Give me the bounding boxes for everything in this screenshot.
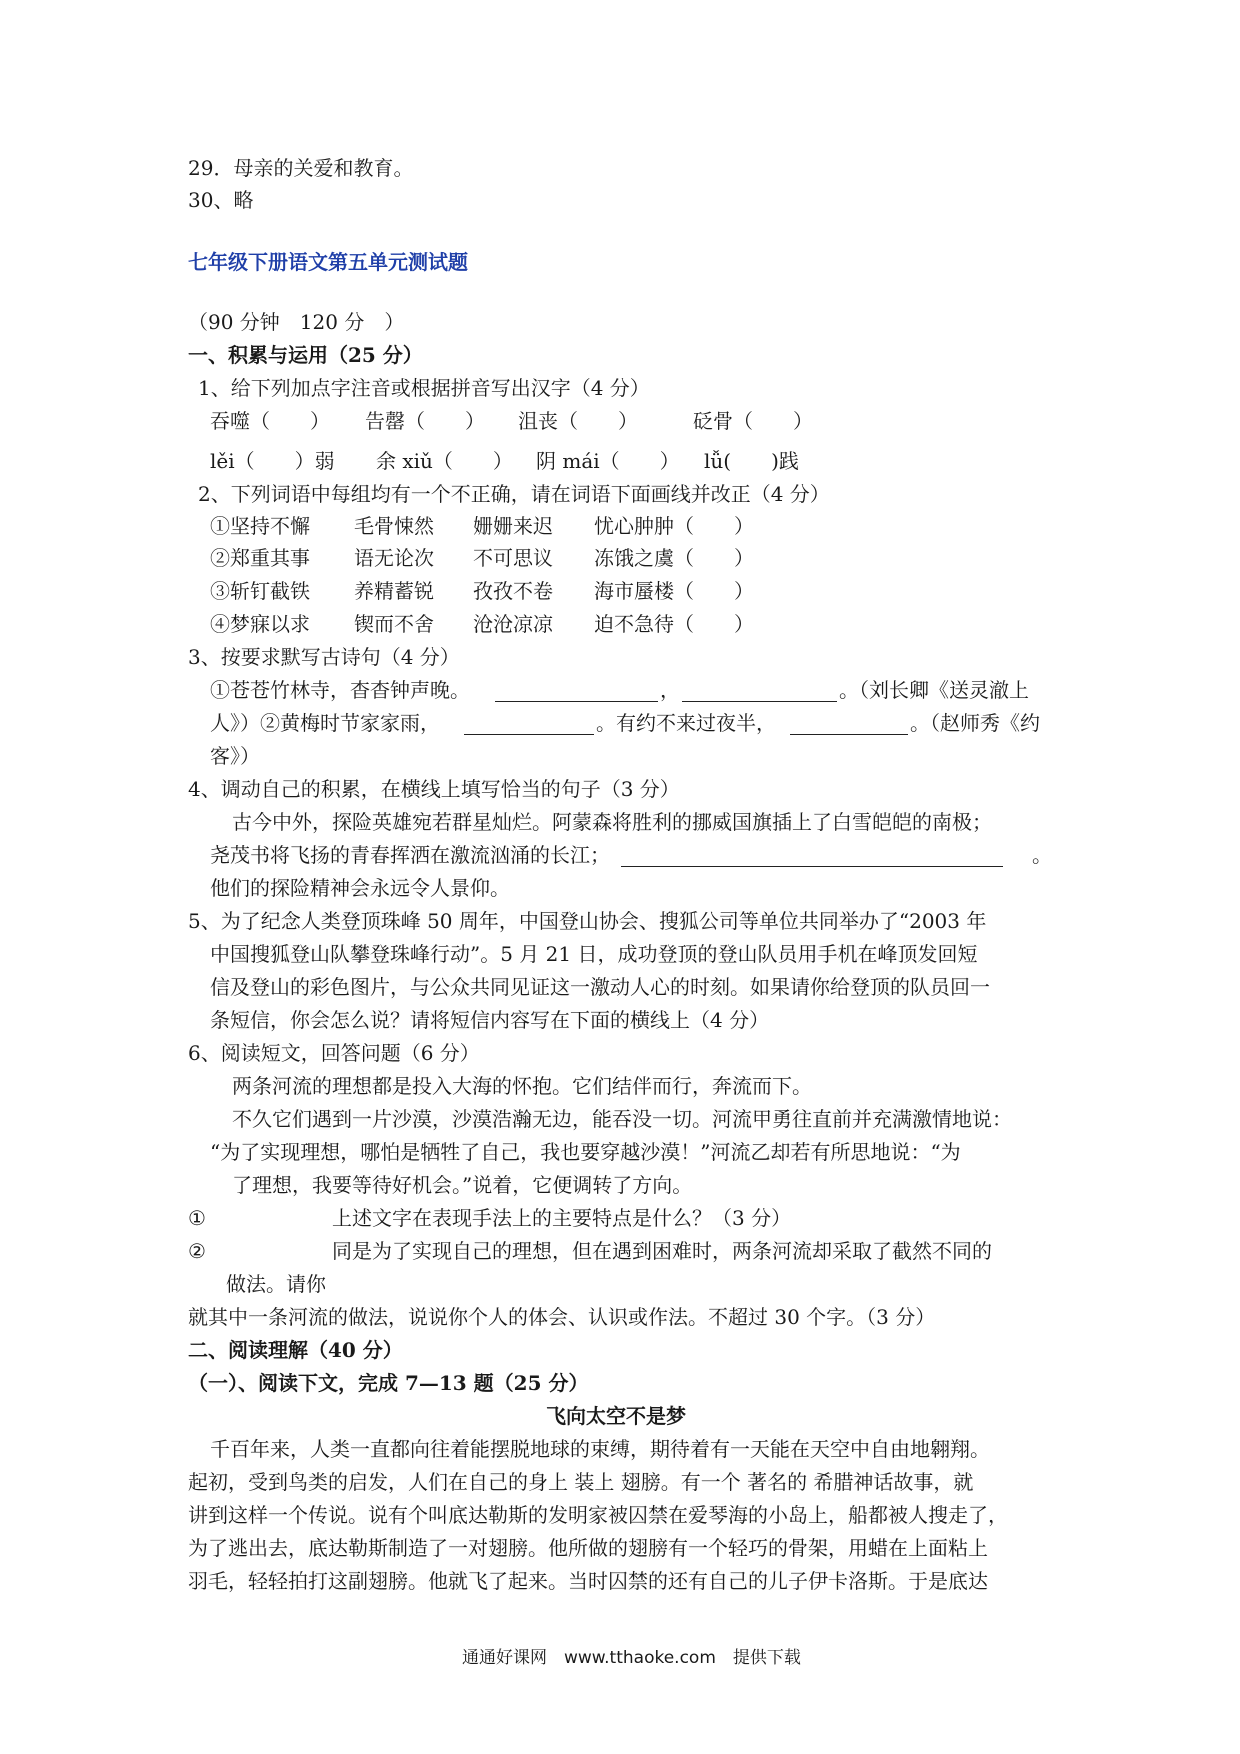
q6-sub2-cont: 做法。请你 xyxy=(226,1272,326,1296)
q2-word: 海市蜃楼（ ） xyxy=(594,579,754,603)
q3-line1-a: ①苍苍竹林寺，杳杳钟声晚。 xyxy=(210,678,470,702)
q2-word: ③斩钉截铁 xyxy=(210,579,310,603)
q2-word: 养精蓄锐 xyxy=(354,579,434,603)
q4-para3: 他们的探险精神会永远令人景仰。 xyxy=(210,876,510,900)
q2-word: 迫不急待（ ） xyxy=(594,612,754,636)
q6-stem: 6、阅读短文，回答问题（6 分） xyxy=(188,1041,480,1065)
q3-line1-b: ， xyxy=(660,678,680,702)
blank-line[interactable] xyxy=(464,734,594,735)
q6-sub1: 上述文字在表现手法上的主要特点是什么？（3 分） xyxy=(332,1206,792,1230)
blank-line[interactable] xyxy=(682,701,837,702)
reading-sub-heading: （一）、阅读下文，完成 7—13 题（25 分） xyxy=(188,1371,589,1395)
answer-29: 29．母亲的关爱和教育。 xyxy=(188,156,414,180)
article-line: 为了逃出去，底达勒斯制造了一对翅膀。他所做的翅膀有一个轻巧的骨架，用蜡在上面粘上 xyxy=(188,1536,988,1560)
q1-item: 吞噬（ ） xyxy=(210,409,330,433)
q6-para: 不久它们遇到一片沙漠，沙漠浩瀚无边，能吞没一切。河流甲勇往直前并充满激情地说： xyxy=(232,1107,1012,1131)
q1-stem: 1、给下列加点字注音或根据拼音写出汉字（4 分） xyxy=(198,376,650,400)
q4-stem: 4、调动自己的积累，在横线上填写恰当的句子（3 分） xyxy=(188,777,680,801)
section-2-heading: 二、阅读理解（40 分） xyxy=(188,1338,403,1362)
q1-item: 沮丧（ ） xyxy=(518,409,638,433)
q5-line: 条短信，你会怎么说？请将短信内容写在下面的横线上（4 分） xyxy=(210,1008,770,1032)
q6-para: 了理想，我要等待好机会。”说着，它便调转了方向。 xyxy=(232,1173,693,1197)
q2-word: 锲而不舍 xyxy=(354,612,434,636)
q1-item: 余 xiǔ（ ） xyxy=(376,449,513,473)
q3-line2-b: 。有约不来过夜半， xyxy=(596,711,776,735)
q2-word: ④梦寐以求 xyxy=(210,612,310,636)
q2-word: 孜孜不卷 xyxy=(473,579,553,603)
q2-word: 沧沧凉凉 xyxy=(473,612,553,636)
q2-word: 忧心肿肿（ ） xyxy=(594,514,754,538)
q3-line2-c: 。（赵师秀《约 xyxy=(910,711,1040,735)
q2-word: ②郑重其事 xyxy=(210,546,310,570)
q4-para1: 古今中外，探险英雄宛若群星灿烂。阿蒙森将胜利的挪威国旗插上了白雪皑皑的南极； xyxy=(232,810,992,834)
q3-stem: 3、按要求默写古诗句（4 分） xyxy=(188,645,460,669)
q1-item: 砭骨（ ） xyxy=(693,409,813,433)
blank-line[interactable] xyxy=(621,866,1003,867)
article-line: 讲到这样一个传说。说有个叫底达勒斯的发明家被囚禁在爱琴海的小岛上，船都被人搜走了， xyxy=(188,1503,1008,1527)
page-footer: 通通好课网 www.tthaoke.com 提供下载 xyxy=(462,1648,801,1668)
answer-30: 30、略 xyxy=(188,188,254,212)
q4-para2: 尧茂书将飞扬的青春挥洒在激流汹涌的长江； xyxy=(210,843,610,867)
q6-sub2: 同是为了实现自己的理想，但在遇到困难时，两条河流却采取了截然不同的 xyxy=(332,1239,992,1263)
q4-para2-end: 。 xyxy=(1032,843,1052,867)
blank-line[interactable] xyxy=(790,734,908,735)
q1-item: lěi（ ）弱 xyxy=(210,449,335,473)
q2-stem: 2、下列词语中每组均有一个不正确，请在词语下面画线并改正（4 分） xyxy=(198,482,830,506)
q2-word: 语无论次 xyxy=(354,546,434,570)
q2-word: 不可思议 xyxy=(473,546,553,570)
q6-para: 两条河流的理想都是投入大海的怀抱。它们结伴而行，奔流而下。 xyxy=(232,1074,812,1098)
article-line: 起初，受到鸟类的启发，人们在自己的身上 装上 翅膀。有一个 著名的 希腊神话故事，就 xyxy=(188,1470,974,1494)
q5-line: 中国搜狐登山队攀登珠峰行动”。5 月 21 日，成功登顶的登山队员用手机在峰顶发回短 xyxy=(210,942,978,966)
q2-word: ①坚持不懈 xyxy=(210,514,310,538)
q6-sub2-number: ② xyxy=(188,1239,206,1263)
q6-para: “为了实现理想，哪怕是牺牲了自己，我也要穿越沙漠！”河流乙却若有所思地说：“为 xyxy=(210,1140,961,1164)
q5-line: 信及登山的彩色图片，与公众共同见证这一激动人心的时刻。如果请你给登顶的队员回一 xyxy=(210,975,990,999)
q2-word: 姗姗来迟 xyxy=(473,514,553,538)
q1-item: lǚ( )践 xyxy=(704,449,799,473)
section-1-heading: 一、积累与运用（25 分） xyxy=(188,343,423,367)
time-score: （90 分钟 120 分 ） xyxy=(188,310,405,334)
q6-sub1-number: ① xyxy=(188,1206,206,1230)
q1-item: 阴 mái（ ） xyxy=(536,449,680,473)
test-title: 七年级下册语文第五单元测试题 xyxy=(188,250,468,274)
article-line: 千百年来，人类一直都向往着能摆脱地球的束缚，期待着有一天能在天空中自由地翱翔。 xyxy=(210,1437,990,1461)
q3-line3: 客》） xyxy=(210,744,260,768)
q3-line2-a: 人》）②黄梅时节家家雨， xyxy=(210,711,440,735)
blank-line[interactable] xyxy=(495,701,658,702)
article-title: 飞向太空不是梦 xyxy=(546,1404,686,1428)
q5-line: 5、为了纪念人类登顶珠峰 50 周年，中国登山协会、搜狐公司等单位共同举办了“2003 年 xyxy=(188,909,987,933)
q1-item: 告罄（ ） xyxy=(365,409,485,433)
article-line: 羽毛，轻轻拍打这副翅膀。他就飞了起来。当时囚禁的还有自己的儿子伊卡洛斯。于是底达 xyxy=(188,1569,988,1593)
q3-line1-c: 。（刘长卿《送灵澈上 xyxy=(839,678,1029,702)
q2-word: 毛骨悚然 xyxy=(354,514,434,538)
q2-word: 冻饿之虞（ ） xyxy=(594,546,754,570)
q6-sub2-cont: 就其中一条河流的做法，说说你个人的体会、认识或作法。不超过 30 个字。（3 分） xyxy=(188,1305,936,1329)
